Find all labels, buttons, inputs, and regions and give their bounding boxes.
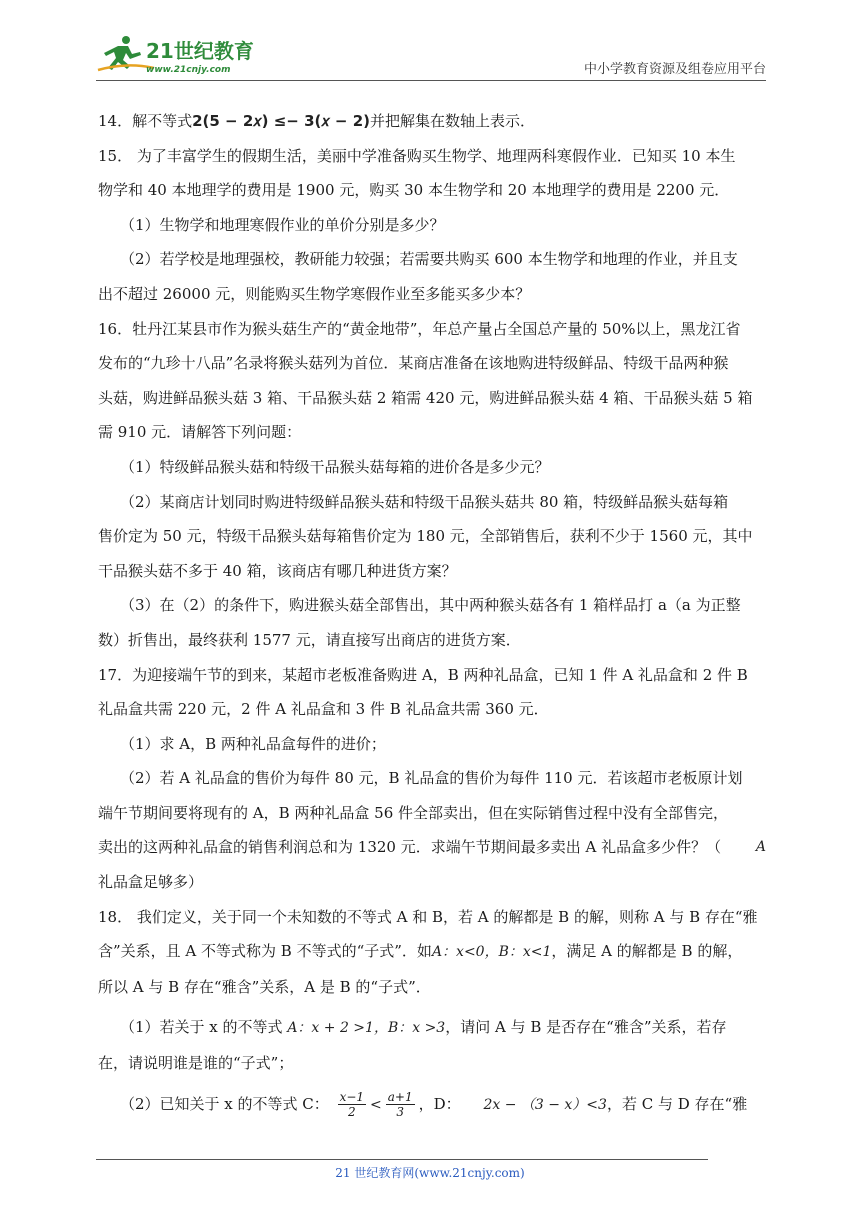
question-14 <box>98 104 766 139</box>
logo-url: www.21cnjy.com <box>146 65 231 75</box>
q17-part-2-line-2: 端午节期间要将现有的 A，B 两种礼品盒 56 件全部卖出，但在实际销售过程中没有全部售完， <box>98 803 729 822</box>
question-15 <box>98 139 766 312</box>
q18-part-2-text-a: （2）已知关于 x 的不等式 C： <box>120 1094 329 1113</box>
question-18 <box>98 900 766 1123</box>
q18-line-3: 所以 A 与 B 存在“雅含”关系，A 是 B 的“子式”． <box>98 977 431 996</box>
q18-fraction-2-numerator: a+1 <box>387 1090 413 1105</box>
header-platform-name: 中小学教育资源及组卷应用平台 <box>583 62 766 77</box>
q18-fraction-2-denominator: 3 <box>396 1105 405 1120</box>
q16-part-2-line-2: 售价定为 50 元，特级干品猴头菇每箱售价定为 180 元，全部销售后，获利不少于 1560 元，其中 <box>98 527 753 546</box>
q18-part-2-line-1 <box>98 1087 766 1123</box>
q16-part-3-line-1: （3）在（2）的条件下，购进猴头菇全部售出，其中两种猴头菇各有 1 箱样品打 a（a 为正整 <box>120 596 741 615</box>
q17-line-1: 17．为迎接端午节的到来，某超市老板准备购进 A，B 两种礼品盒，已知 1 件 A 礼品盒和 2 件 B <box>98 665 748 684</box>
q18-fraction-1-denominator: 2 <box>347 1105 356 1120</box>
q17-part-2-line-3-variable: A <box>755 839 766 856</box>
q14-formula: 2(5 − 2𝑥) ≤− 3(𝑥 − 2) <box>192 112 371 130</box>
q14-text-post: 并把解集在数轴上表示． <box>370 112 536 130</box>
q17-part-2-line-4: 礼品盒足够多） <box>98 873 204 892</box>
q18-part-1-math: A：x + 2 >1，B：x >3 <box>287 1020 446 1037</box>
q18-less-than: < <box>370 1096 382 1113</box>
q18-line-2 <box>98 934 766 970</box>
q18-fraction-1-numerator: x−1 <box>339 1090 365 1105</box>
q18-part-1-text-b: ，请问 A 与 B 是否存在“雅含”关系，若存 <box>445 1018 727 1037</box>
page-header <box>96 28 766 80</box>
q17-part-2-line-1: （2）若 A 礼品盒的售价为每件 80 元，B 礼品盒的售价为每件 110 元．若该超市老板原计划 <box>120 769 743 788</box>
q16-part-2-line-3: 干品猴头菇不多于 40 箱，该商店有哪几种进货方案？ <box>98 561 457 580</box>
q16-line-4: 需 910 元．请解答下列问题： <box>98 423 302 442</box>
logo-21cnjy <box>96 32 266 76</box>
q17-part-1: （1）求 A，B 两种礼品盒每件的进价； <box>120 734 386 753</box>
q16-part-3-line-2: 数）折售出，最终获利 1577 元，请直接写出商店的进货方案． <box>98 630 521 649</box>
q15-line-1: 15． 为了丰富学生的假期生活，美丽中学准备购买生物学、地理两科寒假作业．已知买 10 本生 <box>98 146 736 165</box>
q17-part-2-line-3 <box>98 830 766 865</box>
q17-line-2: 礼品盒共需 220 元，2 件 A 礼品盒和 3 件 B 礼品盒共需 360 元． <box>98 700 549 719</box>
q18-line-2-math: A：x<0，B：x<1 <box>431 944 552 961</box>
q18-line-2-text-b: ，满足 A 的解都是 B 的解， <box>551 942 743 961</box>
header-divider <box>96 80 766 81</box>
q16-line-1: 16．牡丹江某县市作为猴头菇生产的“黄金地带”，年总产量占全国总产量的 50%以上，黑龙江省 <box>98 319 741 338</box>
q16-part-1: （1）特级鲜品猴头菇和特级干品猴头菇每箱的进价各是多少元？ <box>120 457 550 476</box>
q18-part-1-line-1 <box>98 1010 766 1046</box>
q18-part-1-line-2: 在，请说明谁是谁的“子式”； <box>98 1054 294 1073</box>
q18-fraction-2 <box>386 1090 415 1119</box>
logo-text: 21世纪教育 <box>146 39 254 63</box>
q15-part-1: （1）生物学和地理寒假作业的单价分别是多少？ <box>120 215 445 234</box>
q18-part-2-text-b: ，D： <box>418 1094 461 1113</box>
q16-part-2-line-1: （2）某商店计划同时购进特级鲜品猴头菇和特级干品猴头菇共 80 箱，特级鲜品猴头菇每箱 <box>120 492 729 511</box>
q18-line-2-text-a: 含”关系，且 A 不等式称为 B 不等式的“子式”．如 <box>98 942 432 961</box>
q18-fraction-1 <box>338 1090 366 1119</box>
q17-part-2-line-3-text: 卖出的这两种礼品盒的销售利润总和为 1320 元．求端午节期间最多卖出 A 礼品盒多少件？（ <box>98 838 722 857</box>
q15-part-2-line-2: 出不超过 26000 元，则能购买生物学寒假作业至多能买多少本？ <box>98 284 531 303</box>
q16-line-2: 发布的“九珍十八品”名录将猴头菇列为首位．某商店准备在该地购进特级鲜品、特级干品两种猴 <box>98 354 729 373</box>
q15-part-2-line-1: （2）若学校是地理强校，教研能力较强；若需要共购买 600 本生物学和地理的作业，并且支 <box>120 250 738 269</box>
q15-line-2: 物学和 40 本地理学的费用是 1900 元，购买 30 本生物学和 20 本地理学的费用是 2200 元． <box>98 181 730 200</box>
q18-part-2-math: 2x − （3 − x）<3 <box>483 1096 607 1113</box>
footer-divider <box>96 1159 708 1160</box>
question-16 <box>98 312 766 658</box>
page-footer: 21 世纪教育网(www.21cnjy.com) <box>335 1166 525 1180</box>
document-body <box>98 104 766 1122</box>
question-17 <box>98 658 766 900</box>
q14-text-pre: 14．解不等式 <box>98 112 193 130</box>
q18-line-1: 18． 我们定义，关于同一个未知数的不等式 A 和 B，若 A 的解都是 B 的解，则称 A 与 B 存在“雅 <box>98 907 758 926</box>
q18-part-2-text-c: ，若 C 与 D 存在“雅 <box>606 1094 748 1113</box>
q16-line-3: 头菇，购进鲜品猴头菇 3 箱、干品猴头菇 2 箱需 420 元，购进鲜品猴头菇 4 箱、干品猴头菇 5 箱 <box>98 388 753 407</box>
q18-part-1-text-a: （1）若关于 x 的不等式 <box>120 1018 288 1037</box>
